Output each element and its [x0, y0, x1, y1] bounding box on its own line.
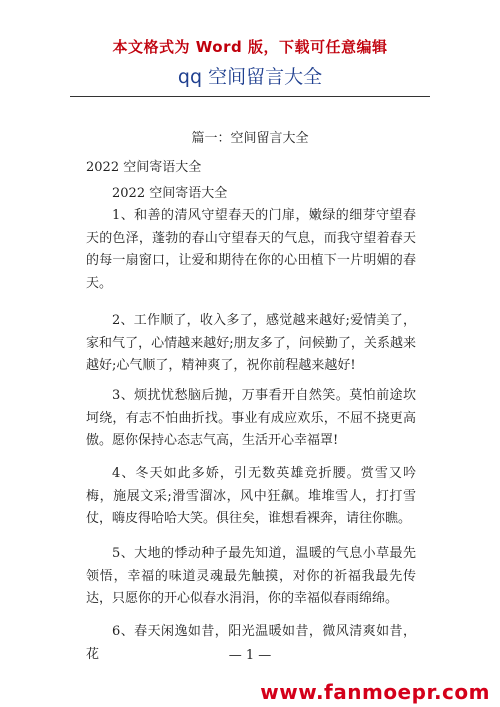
- subheading-1: 2022 空间寄语大全: [86, 160, 202, 175]
- download-banner: 本文格式为 Word 版，下载可任意编辑: [112, 38, 388, 56]
- watermark-text: www.fanmoepr.com: [260, 680, 490, 704]
- paragraph-1: 1、和善的清风守望春天的门扉，嫩绿的细芽守望春天的色泽，蓬勃的春山守望春天的气息，而我守望着春天的每一扇窗口，让爱和期待在你的心田植下一片明媚的春天。: [86, 208, 416, 291]
- paragraph-4: 4、冬天如此多娇，引无数英雄竞折腰。赏雪又吟梅，施展文采;滑雪溜冰，风中狂飙。堆堆雪人，打打雪仗，嗨皮得哈哈大笑。俱往矣，谁想看裸奔，请往你瞧。: [86, 466, 416, 526]
- subheading-2: 2022 空间寄语大全: [112, 186, 228, 201]
- document-title: qq 空间留言大全: [177, 66, 323, 88]
- paragraph-3: 3、烦扰忧愁脑后抛，万事看开自然笑。莫怕前途坎坷绕，有志不怕曲折找。事业有成应欢乐，不屈不挠更高傲。愿你保持心态志气高，生活开心幸福罩!: [86, 388, 416, 448]
- paragraph-6: 6、春天闲逸如昔，阳光温暖如昔，微风清爽如昔，花: [86, 624, 416, 662]
- paragraph-2: 2、工作顺了，收入多了，感觉越来越好;爱情美了，家和气了，心情越来越好;朋友多了，问候勤了，关系越来越好;心气顺了，精神爽了，祝你前程越来越好!: [86, 313, 416, 373]
- header-divider: [70, 96, 430, 97]
- page-number: — 1 —: [228, 648, 272, 663]
- section-heading: 篇一：空间留言大全: [191, 131, 309, 146]
- paragraph-5: 5、大地的悸动种子最先知道，温暖的气息小草最先领悟，幸福的味道灵魂最先触摸，对你的祈福我最先传达，只愿你的开心似春水涓涓，你的幸福似春雨绵绵。: [86, 546, 416, 606]
